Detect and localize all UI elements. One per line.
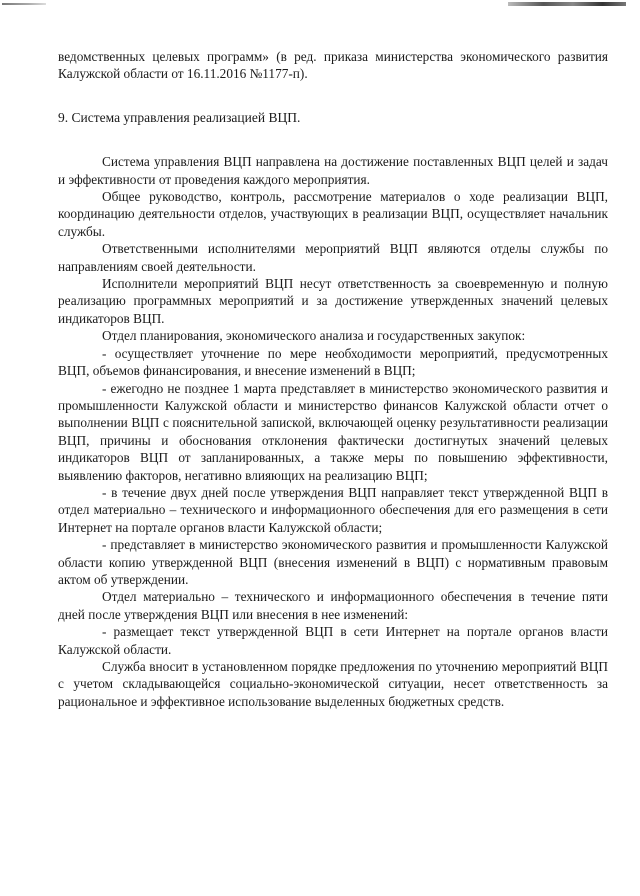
paragraph-7: - ежегодно не позднее 1 марта представляет в министерство экономического развития и промышленности Калужской области и министерство финансов Калужской области отчет о выполнении ВЦП с пояснительной запиской, включающей оценку результативности реализации ВЦП, причины и обоснования отклонения фактически достигнутых значений целевых индикаторов ВЦП от запланированных, а также меры по повышению эффективности, выявлению факторов, негативно влияющих на реализацию ВЦП; [58, 380, 608, 483]
scan-edge-mark-left [2, 3, 46, 5]
paragraph-11: - размещает текст утвержденной ВЦП в сети Интернет на портале органов власти Калужской области. [58, 624, 608, 657]
scan-edge-mark-right [508, 2, 626, 6]
paragraph-1: Система управления ВЦП направлена на достижение поставленных ВЦП целей и задач и эффективности от проведения каждого мероприятия. [58, 154, 608, 187]
paragraph-10: Отдел материально – технического и информационного обеспечения в течение пяти дней после утверждения ВЦП или внесения в нее изменений: [58, 589, 608, 622]
paragraph-4: Исполнители мероприятий ВЦП несут ответственность за своевременную и полную реализацию программных мероприятий и за достижение утвержденных значений целевых индикаторов ВЦП. [58, 276, 608, 326]
paragraph-6: - осуществляет уточнение по мере необходимости мероприятий, предусмотренных ВЦП, объемов финансирования, и внесение изменений в ВЦП; [58, 345, 608, 379]
document-page [58, 48, 608, 710]
paragraph-9: - представляет в министерство экономического развития и промышленности Калужской области копию утвержденной ВЦП (внесения изменений в ВЦП) с нормативным правовым актом об утверждении. [58, 537, 608, 587]
intro-paragraph: ведомственных целевых программ» (в ред. приказа министерства экономического развития Калужской области от 16.11.2016 №1177-п). [58, 49, 608, 82]
paragraph-5: Отдел планирования, экономического анализа и государственных закупок: [102, 328, 526, 344]
paragraph-12: Служба вносит в установленном порядке предложения по уточнению мероприятий ВЦП с учетом складывающейся социально-экономической ситуации, несет ответственность за рациональное и эффективное использование выделенных бюджетных средств. [58, 659, 608, 709]
section-heading: 9. Система управления реализацией ВЦП. [58, 109, 301, 125]
paragraph-8: - в течение двух дней после утверждения ВЦП направляет текст утвержденной ВЦП в отдел материально – технического и информационного обеспечения для его размещения в сети Интернет на портале органов власти Калужской области; [58, 484, 608, 535]
paragraph-2: Общее руководство, контроль, рассмотрение материалов о ходе реализации ВЦП, координацию деятельности отделов, участвующих в реализации ВЦП, осуществляет начальник службы. [58, 189, 608, 239]
paragraph-3: Ответственными исполнителями мероприятий ВЦП являются отделы службы по направлениям своей деятельности. [58, 241, 608, 274]
